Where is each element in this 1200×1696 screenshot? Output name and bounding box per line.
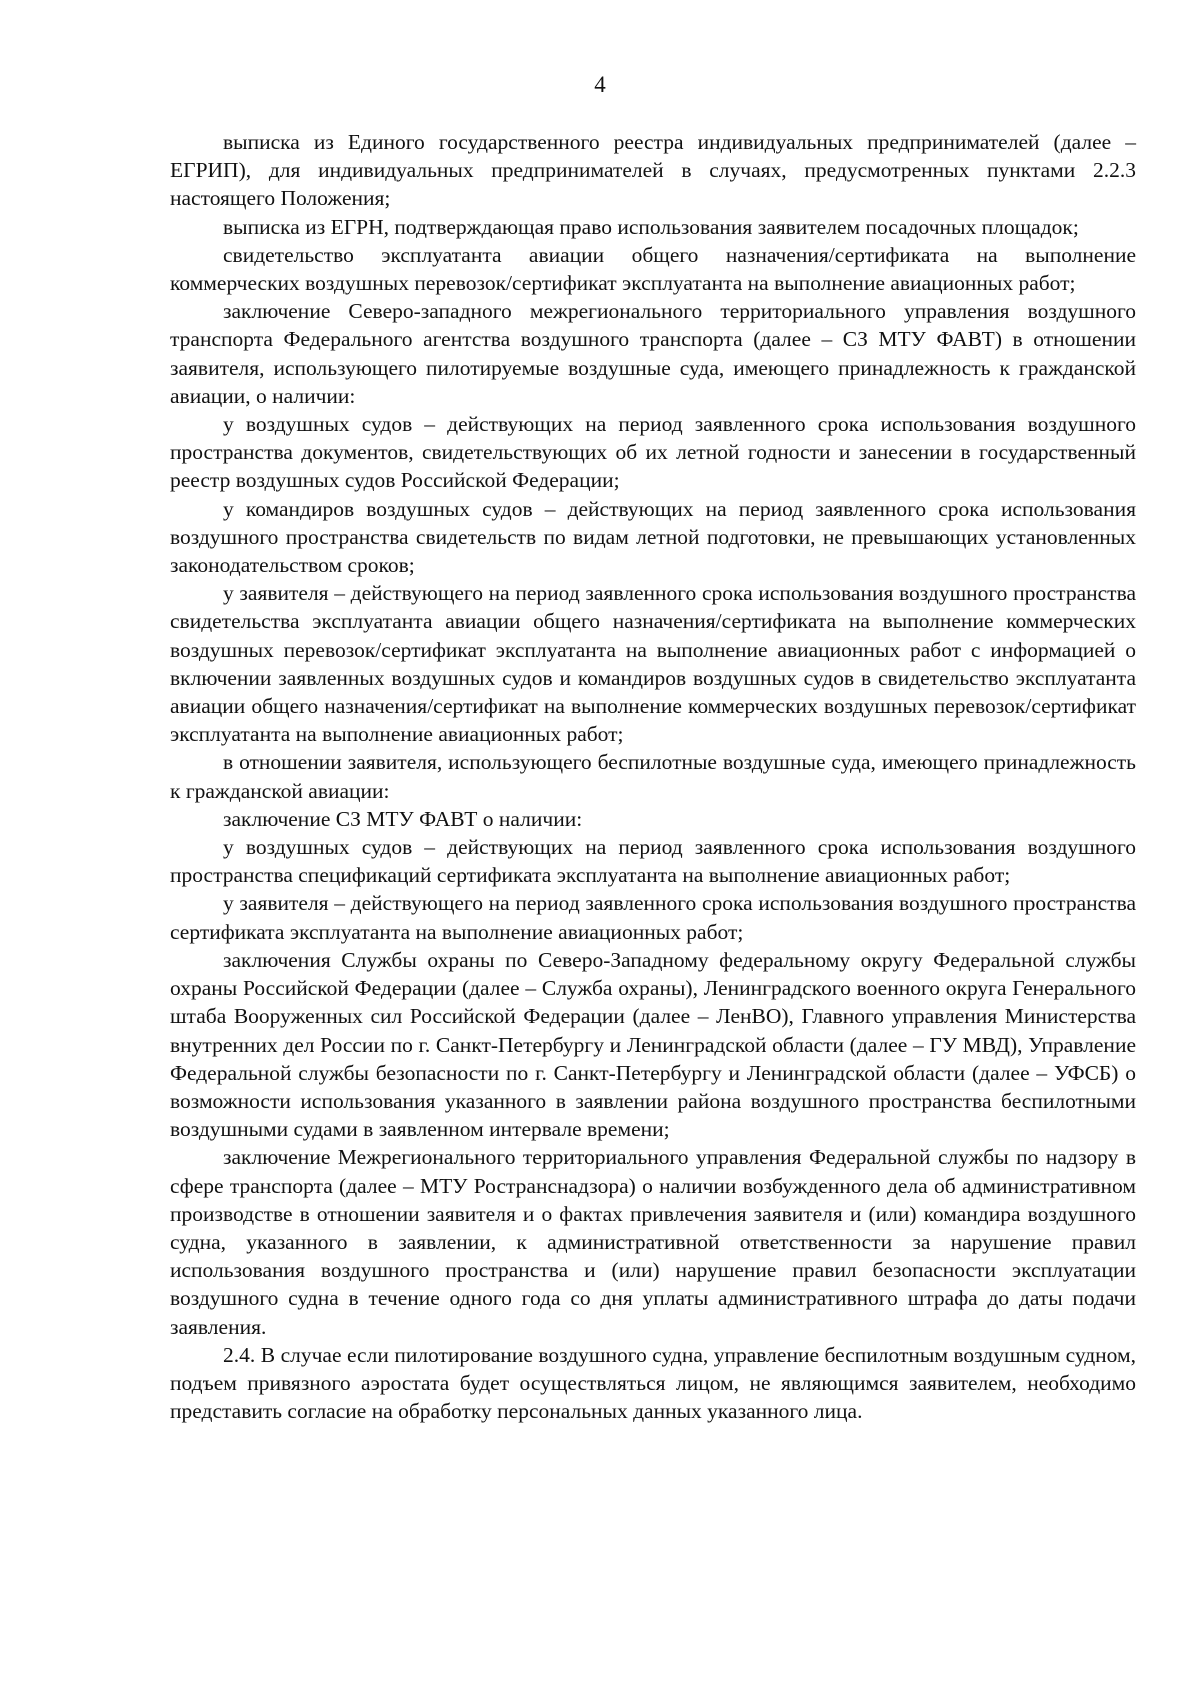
paragraph-egrip-extract: выписка из Единого государственного реестра индивидуальных предпринимателей (далее – ЕГРИП), для индивидуальных предпринимателей в случаях, предусмотренных пунктами 2.2.3 настоящего Положения; xyxy=(170,130,1136,211)
paragraph-egrn-extract: выписка из ЕГРН, подтверждающая право использования заявителем посадочных площадок; xyxy=(223,214,1079,239)
paragraph-operator-certificate: свидетельство эксплуатанта авиации общего назначения/сертификата на выполнение коммерческих воздушных перевозок/сертификат эксплуатанта на выполнение авиационных работ; xyxy=(170,242,1136,296)
page-number: 4 xyxy=(594,72,606,97)
paragraph-section-2-4: 2.4. В случае если пилотирование воздушного судна, управление беспилотным воздушным судном, подъем привязного аэростата будет осуществляться лицом, не являющимся заявителем, необходимо представить согласие на обработку персональных данных указанного лица. xyxy=(170,1342,1136,1424)
paragraph-uav-specifications: у воздушных судов – действующих на период заявленного срока использования воздушного пространства спецификаций сертификата эксплуатанта на выполнение авиационных работ; xyxy=(170,835,1136,888)
paragraph-unmanned-applicant: в отношении заявителя, использующего беспилотные воздушные суда, имеющего принадлежность к гражданской авиации: xyxy=(170,750,1136,803)
paragraph-security-services-conclusions: заключения Службы охраны по Северо-Западному федеральному округу Федеральной службы охраны Российской Федерации (далее – Служба охраны), Ленинградского военного округа Генерального штаба Вооруженных сил Российской Федерации (далее – ЛенВО), Главного управления Министерства внутренних дел России по г. Санкт-Петербургу и Ленинградской области (далее – ГУ МВД), Управление Федеральной службы безопасности по г. Санкт-Петербургу и Ленинградской области (далее – УФСБ) о возможности использования указанного в заявлении района воздушного пространства беспилотными воздушными судами в заявленном интервале времени; xyxy=(170,947,1136,1142)
paragraph-rostransnadzor-conclusion: заключение Межрегионального территориального управления Федеральной службы по надзору в сфере транспорта (далее – МТУ Ространснадзора) о наличии возбужденного дела об административном производстве в отношении заявителя и о фактах привлечения заявителя и (или) командира воздушного судна, указанного в заявлении, к административной ответственности за нарушение правил использования воздушного пространства и (или) нарушение правил безопасности эксплуатации воздушного судна в течение одного года со дня уплаты административного штрафа до даты подачи заявления. xyxy=(170,1145,1136,1339)
document-body xyxy=(170,128,1136,1425)
paragraph-applicant-uav-certificate: у заявителя – действующего на период заявленного срока использования воздушного пространства сертификата эксплуатанта на выполнение авиационных работ; xyxy=(170,891,1136,944)
paragraph-aircraft-documents: у воздушных судов – действующих на период заявленного срока использования воздушного пространства документов, свидетельствующих об их летной годности и занесении в государственный реестр воздушных судов Российской Федерации; xyxy=(170,412,1136,493)
paragraph-sz-mtu-favt-conclusion: заключение Северо-западного межрегионального территориального управления воздушного транспорта Федерального агентства воздушного транспорта (далее – СЗ МТУ ФАВТ) в отношении заявителя, использующего пилотируемые воздушные суда, имеющего принадлежность к гражданской авиации, о наличии: xyxy=(170,299,1136,408)
paragraph-sz-mtu-favt-presence: заключение СЗ МТУ ФАВТ о наличии: xyxy=(223,806,583,831)
paragraph-applicant-certificate: у заявителя – действующего на период заявленного срока использования воздушного пространства свидетельства эксплуатанта авиации общего назначения/сертификата на выполнение коммерческих воздушных перевозок/сертификат эксплуатанта на выполнение авиационных работ с информацией о включении заявленных воздушных судов и командиров воздушных судов в свидетельство эксплуатанта авиации общего назначения/сертификат на выполнение коммерческих воздушных перевозок/сертификат эксплуатанта на выполнение авиационных работ; xyxy=(170,581,1136,747)
paragraph-commander-certificates: у командиров воздушных судов – действующих на период заявленного срока использования воздушного пространства свидетельств по видам летной подготовки, не превышающих установленных законодательством сроков; xyxy=(170,496,1136,578)
